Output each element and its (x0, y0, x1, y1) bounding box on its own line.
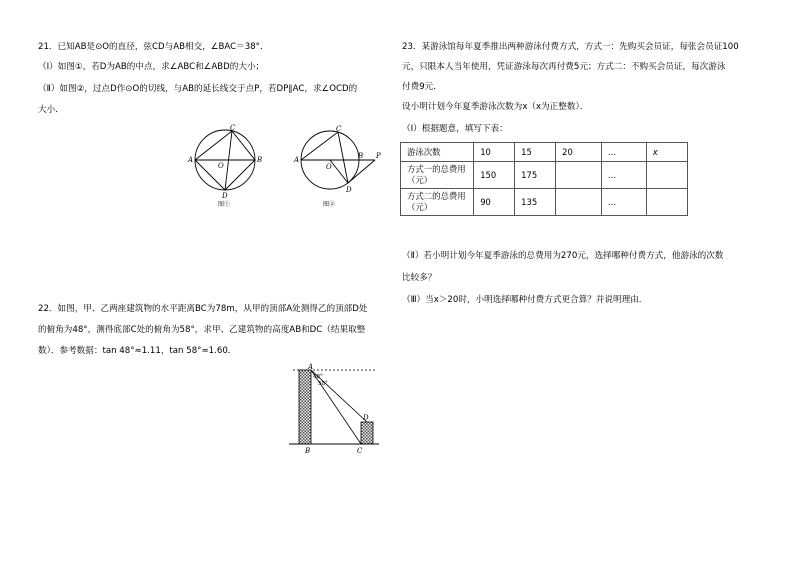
table-cell (646, 189, 687, 216)
fig1-label-b: B (257, 156, 263, 164)
row2-label-line2: （元） (407, 202, 433, 212)
q22-label-b: B (305, 447, 311, 455)
q23-line4: 设小明计划今年夏季游泳次数为x（x为正整数）． (402, 102, 589, 112)
table-header-cell: 20 (556, 143, 602, 162)
q22-label-c: C (357, 447, 363, 455)
q23-line3: 付费9元． (402, 82, 442, 92)
q22-line3: 数）．参考数据：tan 48°≈1.11，tan 58°≈1.60． (38, 346, 237, 356)
table-cell: 135 (515, 189, 556, 216)
fig2-label-a: A (294, 156, 300, 164)
table-header-cell: … (601, 143, 646, 162)
q21-part2-line1: （Ⅱ）如图②，过点D作⊙O的切线，与AB的延长线交于点P，若DP∥AC，求∠OCD的 (38, 84, 358, 94)
q22-label-d: D (363, 414, 369, 422)
table-header-cell: 10 (474, 143, 515, 162)
table-row-label (401, 189, 474, 216)
fig2-label-b: B (358, 152, 364, 160)
q23-part2-line2: 比较多？ (402, 273, 437, 283)
row1-label-line2: （元） (407, 175, 433, 185)
q23-part1: （Ⅰ）根据题意，填写下表： (402, 124, 508, 134)
q22-angle-48: 48° (313, 374, 323, 380)
q22-line1: 22．如图，甲、乙两座建筑物的水平距离BC为78m，从甲的顶部A处测得乙的顶部D处 (38, 304, 368, 314)
q21-figure-2 (290, 123, 390, 207)
q22-angle-58: 58° (318, 381, 328, 387)
table-cell (556, 162, 602, 189)
table-row (401, 189, 688, 216)
table-cell (646, 162, 687, 189)
table-header-cell: x (646, 143, 687, 162)
fig1-label-o: O (218, 162, 224, 170)
table-row (401, 162, 688, 189)
row2-label-line1: 方式二的总费用 (407, 191, 466, 201)
table-header-cell: 15 (515, 143, 556, 162)
fig2-label-d: D (346, 186, 352, 194)
table-header-cell: 游泳次数 (401, 143, 474, 162)
q21-part2-line2: 大小． (38, 105, 64, 115)
fig2-label-c: C (336, 125, 342, 133)
q21-figure-1 (180, 123, 270, 207)
fig2-label-p: P (376, 152, 381, 160)
q21-part1: （Ⅰ）如图①，若D为AB的中点，求∠ABC和∠ABD的大小； (38, 62, 265, 72)
q23-line2: 元，只限本人当年使用，凭证游泳每次再付费5元；方式二：不购买会员证，每次游泳 (402, 62, 726, 72)
fig2-caption: 图② (323, 201, 336, 207)
fig1-label-a: A (188, 156, 194, 164)
q23-part3: （Ⅲ）当x＞20时，小明选择哪种付费方式更合算？并说明理由． (402, 295, 648, 305)
table-cell: 90 (474, 189, 515, 216)
q22-line2: 的俯角为48°，测得底部C处的俯角为58°，求甲、乙建筑物的高度AB和DC（结果取整 (38, 325, 366, 335)
fig1-caption: 图① (218, 201, 231, 207)
q23-line1: 23．某游泳馆每年夏季推出两种游泳付费方式，方式一：先购买会员证，每张会员证100 (402, 42, 739, 52)
q23-fee-table (400, 142, 688, 216)
table-cell: … (601, 189, 646, 216)
q22-label-a: A (308, 363, 314, 371)
q22-figure (285, 360, 381, 456)
q23-part2-line1: （Ⅱ）若小明计划今年夏季游泳的总费用为270元，选择哪种付费方式，他游泳的次数 (402, 251, 724, 261)
fig1-label-d: D (222, 192, 228, 200)
table-cell: 175 (515, 162, 556, 189)
q21-stem: 21．已知AB是⊙O的直径，弦CD与AB相交，∠BAC＝38°． (38, 42, 269, 52)
table-cell: 150 (474, 162, 515, 189)
table-cell: … (601, 162, 646, 189)
fig1-label-c: C (230, 124, 236, 132)
table-row (401, 143, 688, 162)
fig2-label-o: O (326, 163, 332, 171)
table-cell (556, 189, 602, 216)
row1-label-line1: 方式一的总费用 (407, 164, 466, 174)
table-row-label (401, 162, 474, 189)
